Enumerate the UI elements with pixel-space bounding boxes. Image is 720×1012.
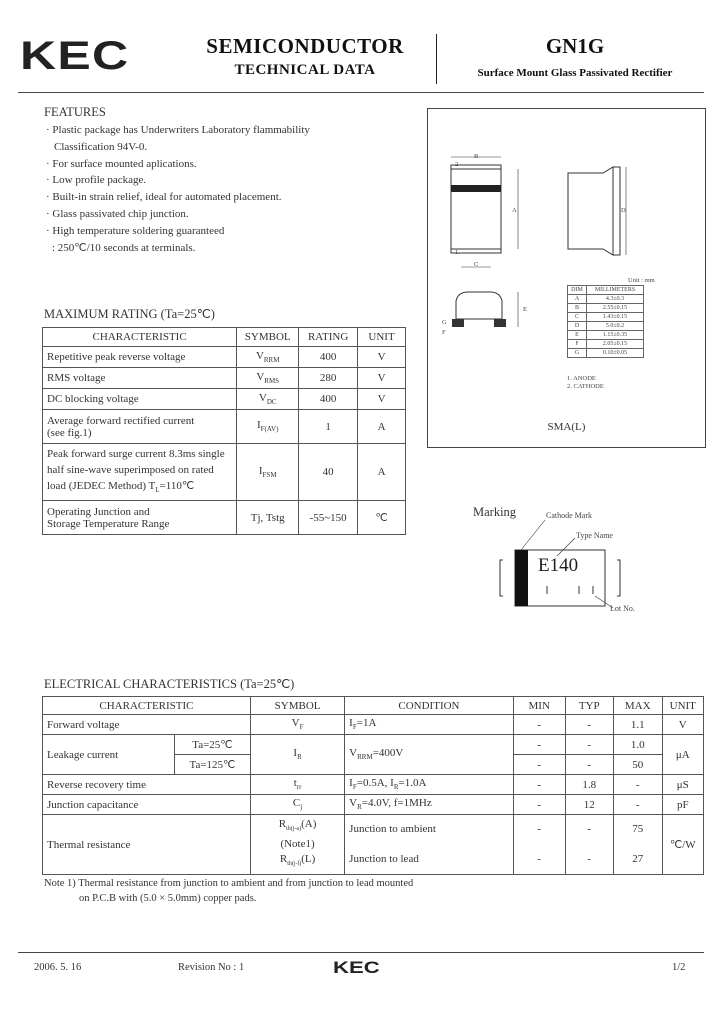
marking-heading: Marking [473,505,517,519]
cell-rating: 400 [299,347,358,368]
features-list [46,122,310,256]
feature-item: Classification 94V-0. [54,140,148,153]
terminal-outline [451,165,501,253]
table-row: G 0.10±0.05 [568,349,644,358]
table-row: C 1.43±0.15 [568,313,644,322]
cell-symbol: $C_j$ [250,795,344,815]
marking-drawing [495,510,675,620]
cell-min: - [513,735,565,755]
cell-characteristic: Operating Junction and Storage Temperature Range [43,501,237,535]
cell-rating: -55~150 [299,501,358,535]
end-view-lead-right [494,319,506,327]
dimension-table [567,285,644,358]
cell-symbol: $V_F$ [250,715,344,735]
cell-characteristic: Average forward rectified current (see fig.1) [43,410,237,444]
cell-characteristic: Junction capacitance [43,795,251,815]
table-row [43,735,704,755]
column-header: CONDITION [345,697,514,715]
table-header-row [43,697,704,715]
table-row [43,815,704,875]
table-header-row [43,328,406,347]
column-header: MIN [513,697,565,715]
type-code: E140 [538,555,579,576]
cell-symbol: $R_{th(j-a)}(A)$ (Note1) $R_{th(j-l)}(L)$ [250,815,344,875]
cell-symbol: $t_{rr}$ [250,775,344,795]
cell-characteristic: Leakage current [43,735,175,775]
cell-characteristic: RMS voltage [43,368,237,389]
cell-characteristic: Repetitive peak reverse voltage [43,347,237,368]
cell-unit: ℃/W [662,815,703,875]
cell-unit: V [662,715,703,735]
cell-unit: μA [662,735,703,775]
part-number: GN1G [545,34,605,58]
cell-typ: 1.8 [565,775,613,795]
table-row [43,775,704,795]
column-header: SYMBOL [250,697,344,715]
cathode-leader [521,520,545,550]
footer-date: 2006. 5. 16 [34,962,82,973]
cell-typ: 12 [565,795,613,815]
column-header: CHARACTERISTIC [43,697,251,715]
cell-min: - [513,795,565,815]
table-row [43,389,406,410]
kec-logo: KEC [20,34,130,78]
cell-symbol: $V_{DC}$ [237,389,299,410]
feature-item: : 250℃/10 seconds at terminals. [52,241,196,254]
note-line-2: on P.C.B with (5.0 × 5.0mm) copper pads. [79,893,257,904]
marking-cathode-band [515,550,528,606]
electrical-heading: ELECTRICAL CHARACTERISTICS (Ta=25℃) [44,677,295,691]
cathode-mark-label: Cathode Mark [546,511,592,520]
cell-condition: $I_F=1A$ [345,715,514,735]
footer-page: 1/2 [672,962,686,973]
cell-symbol: $V_{RRM}$ [237,347,299,368]
cell-min: - - [513,815,565,875]
note-line-1: Note 1) Thermal resistance from junction to ambient and from junction to lead mounted [44,878,414,889]
footer-revision: Revision No : 1 [178,962,245,973]
pin-label-1: 1 [455,249,459,256]
feature-item: · For surface mounted aplications. [46,157,197,170]
cell-unit: V [358,347,406,368]
top-view-body [451,169,501,249]
cell-characteristic: Peak forward surge current 8.3ms single half sine-wave superimposed on rated load (JEDEC Method) $T_L=110℃$ [43,444,237,501]
cell-condition: $I_F=0.5A$, $I_R=1.0A$ [345,775,514,795]
cathode-band [451,185,501,192]
cell-condition: Junction to ambient Junction to lead [345,815,514,875]
feature-item: · Built-in strain relief, ideal for automated placement. [46,191,282,204]
cell-typ: - - [565,815,613,875]
dim-label-d: D [621,207,626,214]
cell-characteristic: DC blocking voltage [43,389,237,410]
pin-label-2: 2 [455,161,459,168]
cell-max: 1.0 [613,735,662,755]
end-view-body [456,292,502,319]
cell-symbol: $I_R$ [250,735,344,775]
type-leader [557,538,575,556]
table-header-row: DIM MILLIMETERS [568,286,644,295]
cell-min: - [513,755,565,775]
package-name: SMA(L) [547,421,586,433]
table-row: F 2.05±0.15 [568,340,644,349]
pin-note: 1. ANODE [567,375,596,382]
end-view-lead-left [452,319,464,327]
column-header: RATING [299,328,358,347]
header-title: SEMICONDUCTOR [206,34,404,58]
cell-unit: V [358,368,406,389]
pin-note: 2. CATHODE [567,383,604,390]
unit-label: Unit : mm [628,277,655,284]
table-row [43,715,704,735]
cell-unit: μS [662,775,703,795]
cell-rating: 280 [299,368,358,389]
dim-label-f: F [442,329,446,336]
table-row: B 2.55±0.15 [568,304,644,313]
type-name-label: Type Name [576,531,613,540]
cell-unit: V [358,389,406,410]
header-rule [18,92,704,93]
column-header: SYMBOL [237,328,299,347]
package-drawing [428,109,705,447]
footer-kec-logo: KEC [333,958,380,977]
cell-unit: A [358,410,406,444]
electrical-table [42,696,704,875]
cell-rating: 1 [299,410,358,444]
side-view-lead [613,167,620,255]
column-header: CHARACTERISTIC [43,328,237,347]
cell-unit: pF [662,795,703,815]
cell-max: 1.1 [613,715,662,735]
cell-symbol: $I_{F(AV)}$ [237,410,299,444]
cell-min: - [513,775,565,795]
cell-max: - [613,795,662,815]
cell-condition: $V_R=4.0V$, f=1MHz [345,795,514,815]
cell-typ: - [565,755,613,775]
column-header: TYP [565,697,613,715]
column-header: UNIT [358,328,406,347]
max-rating-heading: MAXIMUM RATING (Ta=25℃) [44,307,215,321]
cell-symbol: $I_{FSM}$ [237,444,299,501]
package-outline-box [427,108,706,448]
cell-characteristic: Forward voltage [43,715,251,735]
column-header: MAX [613,697,662,715]
cell-max: - [613,775,662,795]
cell-unit: ℃ [358,501,406,535]
dim-label-c: C [474,261,479,268]
feature-item: · Plastic package has Underwriters Laboratory flammability [46,124,310,136]
header-divider [436,34,437,84]
table-row: A 4.3±0.3 [568,295,644,304]
cell-typ: - [565,735,613,755]
dim-label-b: B [474,153,479,160]
cell-min: - [513,715,565,735]
cell-max: 50 [613,755,662,775]
feature-item: · High temperature soldering guaranteed [46,224,225,237]
table-row [43,347,406,368]
cell-characteristic: Reverse recovery time [43,775,251,795]
cell-typ: - [565,715,613,735]
cell-unit: A [358,444,406,501]
table-row [43,795,704,815]
column-header: UNIT [662,697,703,715]
table-row: E 1.15±0.35 [568,331,644,340]
dim-label-g: G [442,319,447,326]
lot-no-label: Lot No. [610,604,635,613]
footer-rule [18,952,704,953]
dim-label-a: A [512,207,517,214]
side-view-body [568,167,613,255]
feature-item: · Glass passivated chip junction. [46,207,189,220]
table-row [43,368,406,389]
cell-max: 75 27 [613,815,662,875]
cell-characteristic: Thermal resistance [43,815,251,875]
cell-rating: 400 [299,389,358,410]
table-row [43,410,406,444]
table-row [43,501,406,535]
max-rating-table [42,327,406,535]
cell-sub-condition: Ta=25℃ [174,735,250,755]
features-heading: FEATURES [44,105,106,119]
header-subtitle: TECHNICAL DATA [234,62,376,78]
dim-label-e: E [523,306,527,313]
feature-item: · Low profile package. [46,174,147,187]
cell-sub-condition: Ta=125℃ [174,755,250,775]
cell-rating: 40 [299,444,358,501]
table-row: D 5.0±0.2 [568,322,644,331]
cell-symbol: $V_{RMS}$ [237,368,299,389]
cell-symbol: Tj, Tstg [237,501,299,535]
cell-condition: $V_{RRM}=400V$ [345,735,514,775]
part-description: Surface Mount Glass Passivated Rectifier [477,67,673,79]
table-row [43,444,406,501]
